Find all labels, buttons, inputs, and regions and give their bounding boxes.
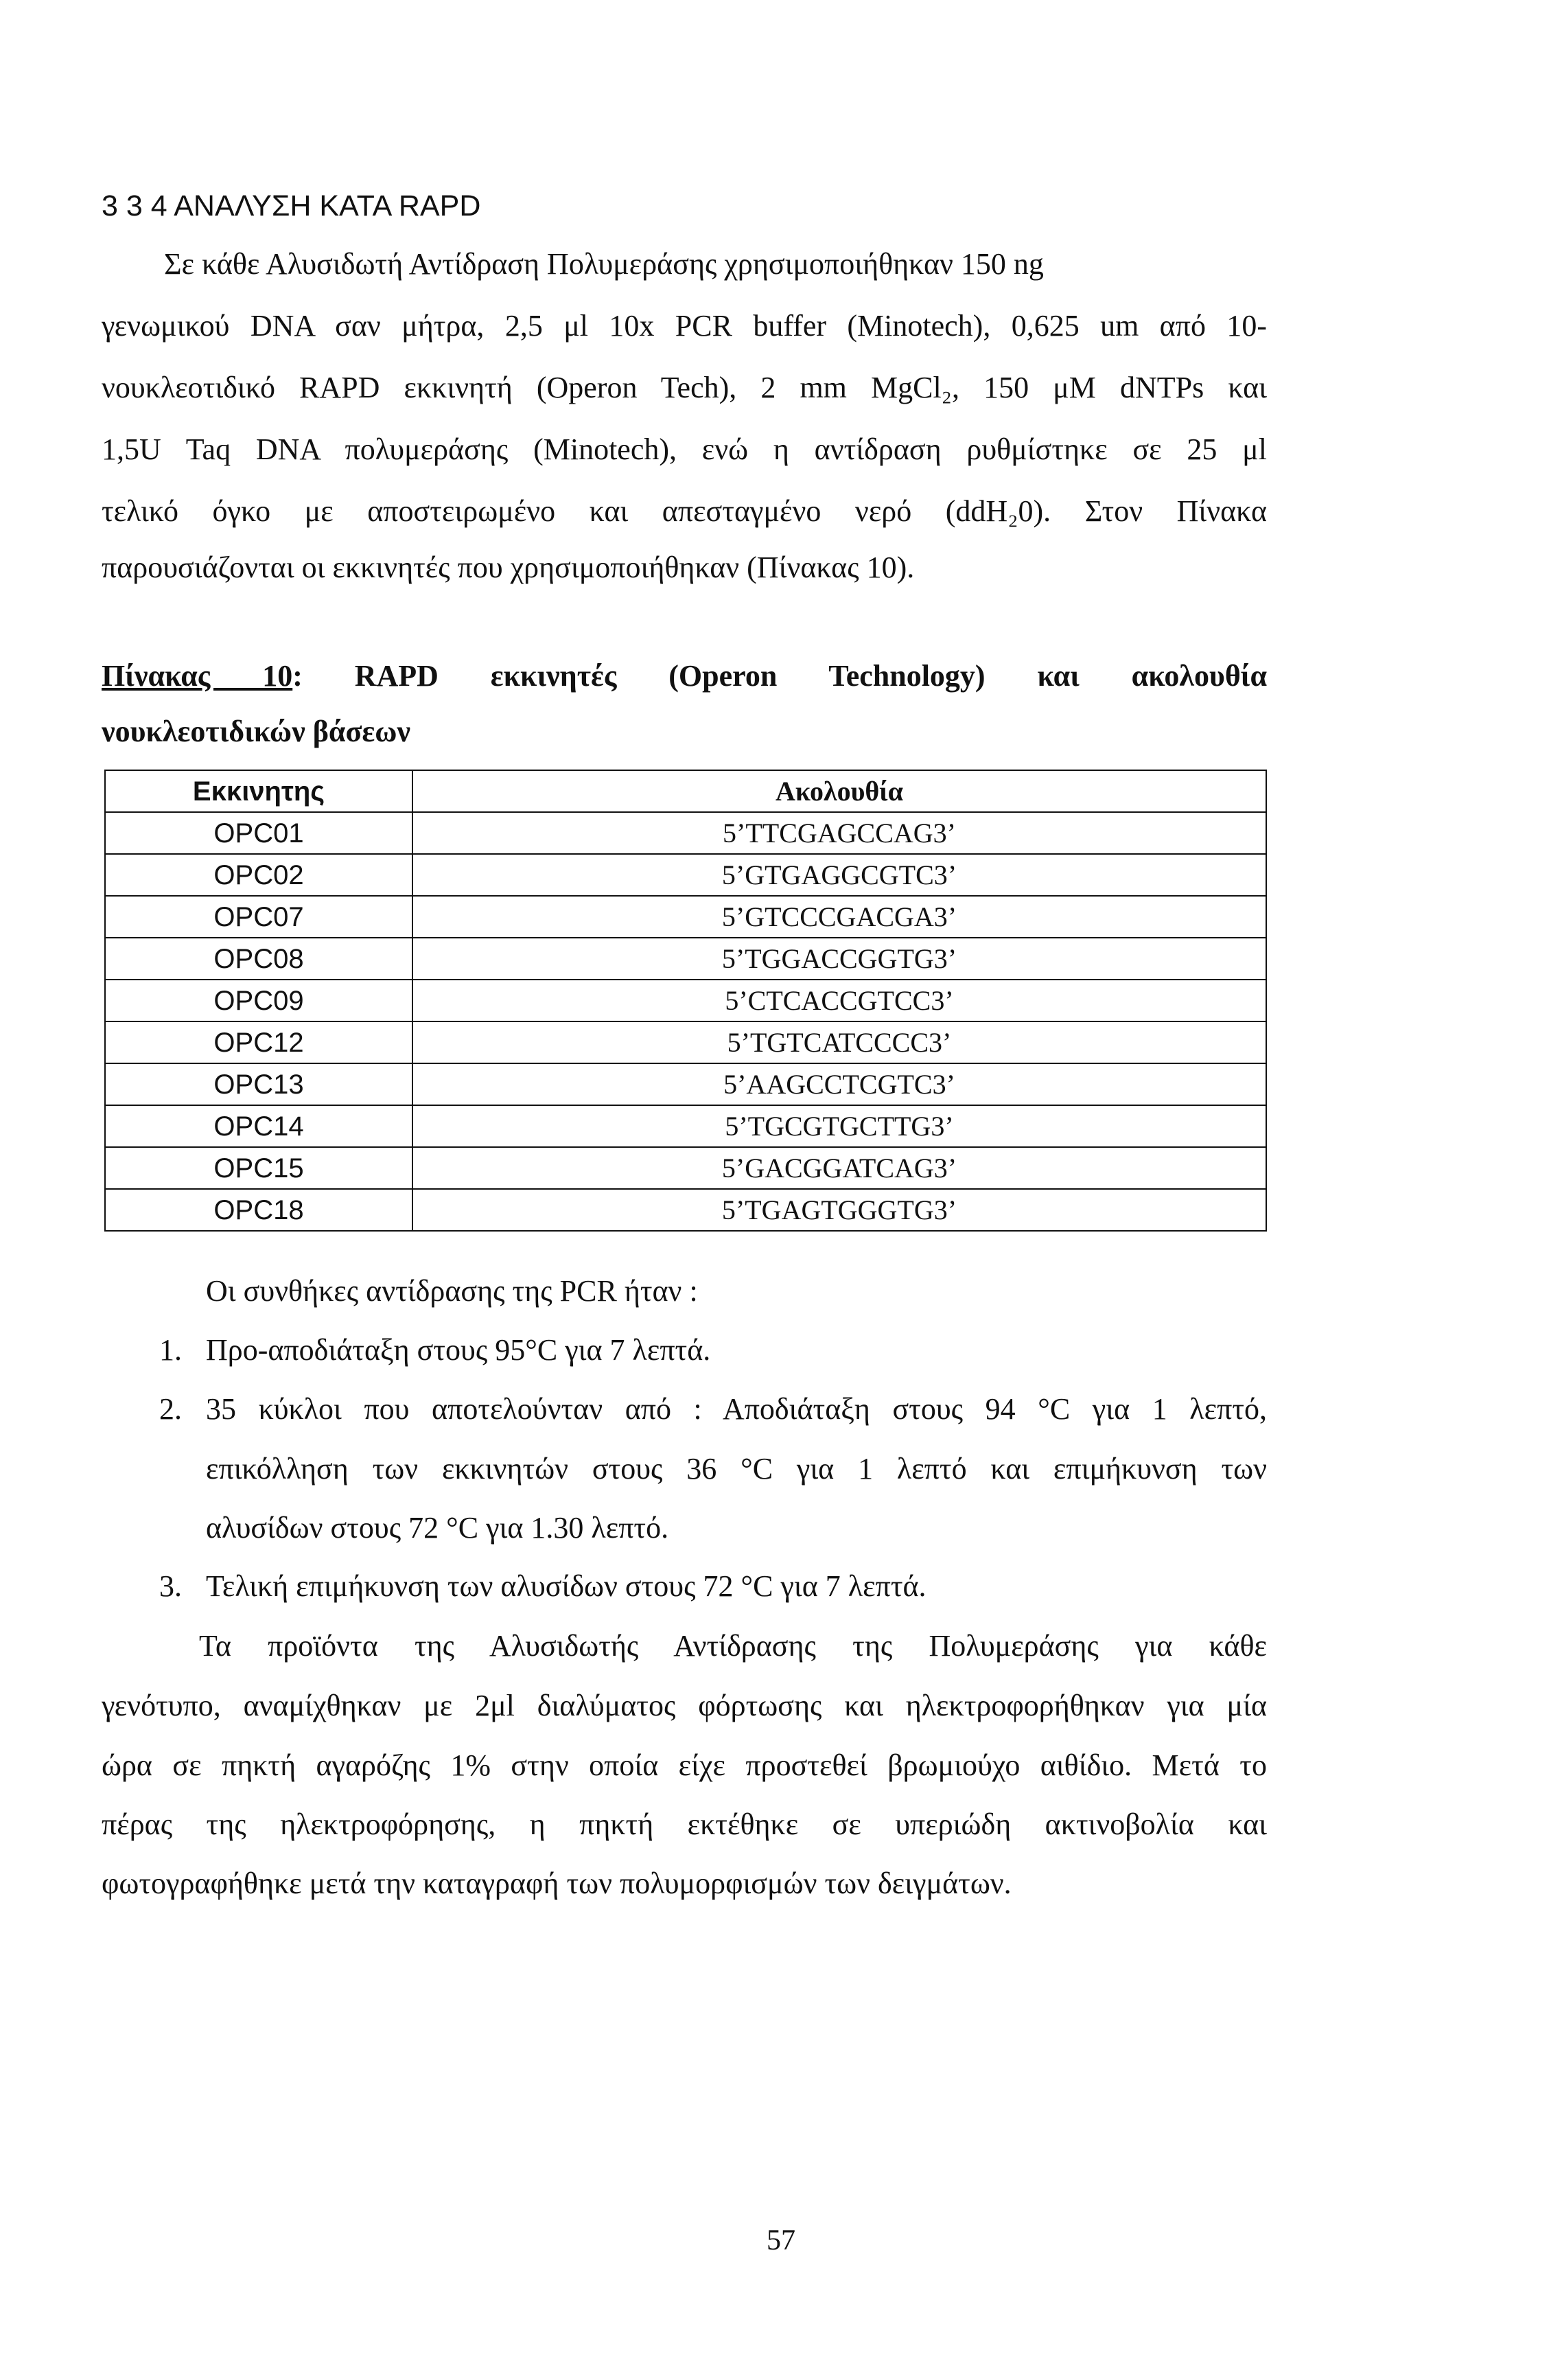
condition-line: αλυσίδων στους 72 °C για 1.30 λεπτό. — [206, 1511, 669, 1545]
table-caption-line2: νουκλεοτιδικών βάσεων — [102, 715, 411, 748]
closing-line: Τα προϊόντα της Αλυσιδωτής Αντίδρασης της Πολυμεράσης για κάθε — [199, 1629, 1267, 1663]
primer-sequence: 5’AAGCCTCGTC3’ — [412, 1063, 1266, 1105]
table-caption — [102, 657, 1267, 695]
primer-sequence: 5’TGAGTGGGTG3’ — [412, 1189, 1266, 1231]
intro-line: Σε κάθε Αλυσιδωτή Αντίδραση Πολυμεράσης χρησιμοποιήθηκαν 150 ng — [164, 247, 1044, 281]
table-row — [105, 1105, 1266, 1147]
primer-sequence: 5’GACGGATCAG3’ — [412, 1147, 1266, 1189]
table-caption-text: : RAPD εκκινητές (Operon Technology) και ακολουθία — [292, 659, 1267, 693]
table-header-row — [105, 770, 1266, 812]
primer-sequence: 5’TGGACCGGTG3’ — [412, 938, 1266, 980]
intro-line: γενωμικού DNA σαν μήτρα, 2,5 μl 10x PCR buffer (Minotech), 0,625 um από 10- — [102, 309, 1267, 343]
page-number: 57 — [767, 2225, 795, 2256]
primer-name: OPC09 — [105, 980, 412, 1021]
primer-name: OPC12 — [105, 1021, 412, 1063]
primer-sequence: 5’GTCCCGACGA3’ — [412, 896, 1266, 938]
closing-line: ώρα σε πηκτή αγαρόζης 1% στην οποία είχε προστεθεί βρωμιούχο αιθίδιο. Μετά το — [102, 1748, 1267, 1782]
primer-name: OPC08 — [105, 938, 412, 980]
condition-number: 3. — [159, 1569, 182, 1603]
table-row — [105, 1189, 1266, 1231]
closing-line: φωτογραφήθηκε μετά την καταγραφή των πολυμορφισμών των δειγμάτων. — [102, 1867, 1012, 1900]
table-row — [105, 1021, 1266, 1063]
header-sequence: Ακολουθία — [412, 770, 1266, 812]
table-row — [105, 938, 1266, 980]
primer-name: OPC07 — [105, 896, 412, 938]
table-row — [105, 896, 1266, 938]
table-row — [105, 980, 1266, 1021]
conditions-intro: Οι συνθήκες αντίδρασης της PCR ήταν : — [206, 1274, 698, 1308]
primer-name: OPC15 — [105, 1147, 412, 1189]
primer-sequence: 5’TTCGAGCCAG3’ — [412, 812, 1266, 854]
condition-line: επικόλληση των εκκινητών στους 36 °C για 1 λεπτό και επιμήκυνση των — [206, 1452, 1267, 1486]
primer-name: OPC14 — [105, 1105, 412, 1147]
primer-sequence: 5’TGCGTGCTTG3’ — [412, 1105, 1266, 1147]
table-row — [105, 1147, 1266, 1189]
condition-number: 1. — [159, 1333, 182, 1367]
condition-number: 2. — [159, 1392, 182, 1426]
primer-sequence: 5’TGTCATCCCC3’ — [412, 1021, 1266, 1063]
intro-line: παρουσιάζονται οι εκκινητές που χρησιμοποιήθηκαν (Πίνακας 10). — [102, 551, 915, 584]
closing-line: γενότυπο, αναμίχθηκαν με 2μl διαλύματος φόρτωσης και ηλεκτροφορήθηκαν για μία — [102, 1689, 1267, 1722]
table-caption-label: Πίνακας 10 — [102, 659, 293, 693]
header-primer: Εκκινητης — [105, 770, 412, 812]
table-row — [105, 854, 1266, 896]
condition-line: Τελική επιμήκυνση των αλυσίδων στους 72 °C για 7 λεπτά. — [206, 1569, 926, 1603]
primer-sequence: 5’CTCACCGTCC3’ — [412, 980, 1266, 1021]
intro-line: νουκλεοτιδικό RAPD εκκινητή (Operon Tech), 2 mm MgCl₂, 150 μM dNTPs και — [102, 371, 1267, 404]
table-row — [105, 1063, 1266, 1105]
condition-line: 35 κύκλοι που αποτελούνταν από : Αποδιάταξη στους 94 °C για 1 λεπτό, — [206, 1392, 1268, 1426]
closing-line: πέρας της ηλεκτροφόρησης, η πηκτή εκτέθηκε σε υπεριώδη ακτινοβολία και — [102, 1807, 1267, 1841]
primer-name: OPC02 — [105, 854, 412, 896]
primer-sequence: 5’GTGAGGCGTC3’ — [412, 854, 1266, 896]
primer-name: OPC13 — [105, 1063, 412, 1105]
primer-name: OPC18 — [105, 1189, 412, 1231]
primer-name: OPC01 — [105, 812, 412, 854]
intro-line: τελικό όγκο με αποστειρωμένο και απεσταγμένο νερό (ddH₂0). Στον Πίνακα — [102, 494, 1267, 528]
condition-line: Προ-αποδιάταξη στους 95°C για 7 λεπτά. — [206, 1333, 711, 1367]
intro-line: 1,5U Taq DNA πολυμεράσης (Minotech), ενώ η αντίδραση ρυθμίστηκε σε 25 μl — [102, 432, 1267, 466]
section-heading: 3 3 4 ΑΝΑΛΥΣΗ ΚΑΤΑ RAPD — [102, 189, 481, 222]
primer-table — [104, 770, 1267, 1232]
table-row — [105, 812, 1266, 854]
